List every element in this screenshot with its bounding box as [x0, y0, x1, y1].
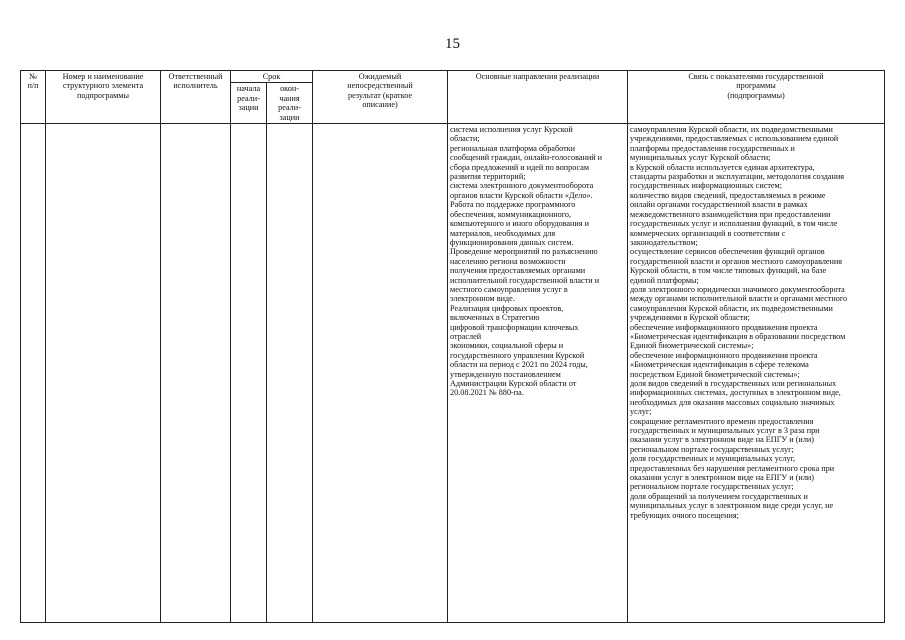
- header-row: [21, 71, 885, 83]
- cell-responsible: [161, 124, 231, 623]
- col-header-name: Номер и наименование структурного элемента подпрограммы: [46, 71, 161, 124]
- cell-num: [21, 124, 46, 623]
- cell-result: [313, 124, 448, 623]
- program-table: [20, 70, 885, 623]
- page-number: 15: [445, 36, 460, 52]
- col-header-end: окон- чания реали- зации: [267, 83, 313, 124]
- col-header-link: Связь с показателями государственной программы (подпрограммы): [628, 71, 885, 124]
- cell-end: [267, 124, 313, 623]
- col-header-start: начала реали- зации: [231, 83, 267, 124]
- col-header-responsible: Ответственный исполнитель: [161, 71, 231, 124]
- table-row: [21, 124, 885, 623]
- cell-link: самоуправления Курской области, их подведомственными учреждениями, предоставляемых с использованием единой платформы предоставления государственных и муниципальных услуг Курской области; в Курской области используется единая архитектура, стандарты разработки и эксплуатации, методология создания государственных информационных систем; количество видов сведений, предоставляемых в режиме онлайн органами государственной власти в рамках межведомственного взаимодействия при предоставлении государственных услуг и исполнения функций, в том числе коммерческих организаций в соответствии с законодательством; осуществление сервисов обеспечения функций органов государственной власти и органов местного самоуправления Курской области, в том числе типовых функций, на базе единой платформы; доля электронного юридически значимого документооборота между органами исполнительной власти и органами местного самоуправления Курской области, их подведомственными учреждениями в Курской области; обеспечение информационного продвижения проекта «Биометрическая идентификация в образовании посредством Единой биометрической системы»; обеспечение информационного продвижения проекта «Биометрическая идентификация в сфере телекома посредством Единой биометрической системы»; доля видов сведений в государственных или региональных информационных системах, доступных в электронном виде, необходимых для оказания массовых социально значимых услуг; сокращение регламентного времени предоставления государственных и муниципальных услуг в 3 раза при оказании услуг в электронном виде на ЕПГУ и (или) региональном портале государственных услуг; доля государственных и муниципальных услуг, предоставленных без нарушения регламентного срока при оказании услуг в электронном виде на ЕПГУ и (или) региональном портале государственных услуг; доля обращений за получением государственных и муниципальных услуг в электронном виде среди услуг, не требующих очного посещения;: [628, 124, 885, 623]
- col-header-term: Срок: [231, 71, 313, 83]
- cell-start: [231, 124, 267, 623]
- col-header-num: № п/п: [21, 71, 46, 124]
- cell-name: [46, 124, 161, 623]
- cell-directions: система исполнения услуг Курской области; региональная платформа обработки сообщений граждан, онлайн-голосований и сбора предложений и идей по вопросам развития территорий; система электронного документооборота органов власти Курской области «Дело». Работа по поддержке программного обеспечения, коммуникационного, компьютерного и иного оборудования и материалов, необходимых для функционирования данных систем. Проведение мероприятий по разъяснению населению региона возможности получения предоставляемых органами исполнительной государственной власти и местного самоуправления услуг в электронном виде. Реализация цифровых проектов, включенных в Стратегию цифровой трансформации ключевых отраслей экономики, социальной сферы и государственного управления Курской области на период с 2021 по 2024 годы, утвержденную постановлением Администрации Курской области от 20.08.2021 № 880-па.: [448, 124, 628, 623]
- col-header-result: Ожидаемый непосредственный результат (краткое описание): [313, 71, 448, 124]
- col-header-directions: Основные направления реализации: [448, 71, 628, 124]
